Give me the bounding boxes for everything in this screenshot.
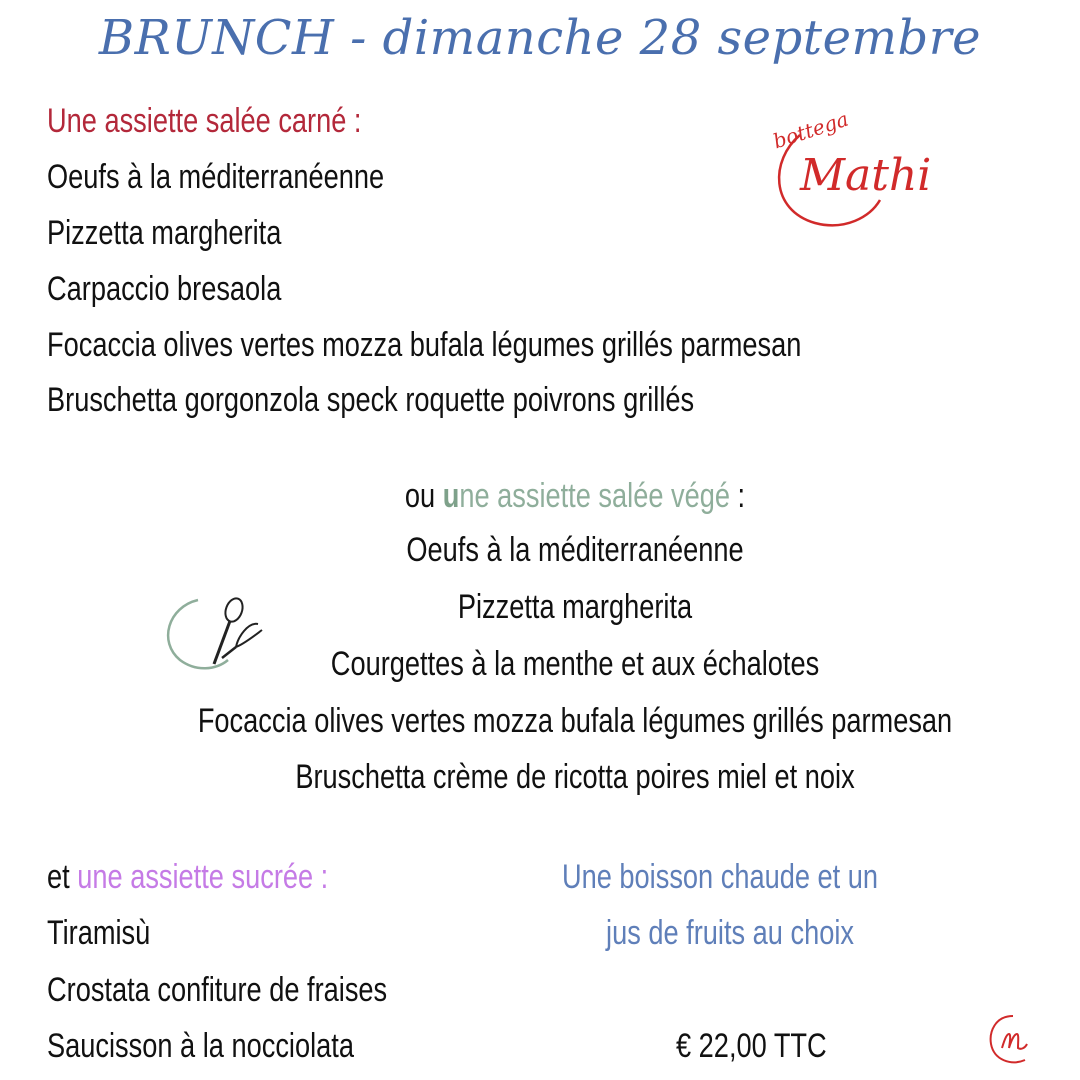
vege-heading-first: u bbox=[442, 477, 460, 515]
sucree-item: Saucisson à la nocciolata bbox=[47, 1027, 354, 1065]
m-monogram-icon bbox=[985, 1012, 1041, 1068]
boisson-line-2: jus de fruits au choix bbox=[606, 914, 854, 952]
whisk-spoon-icon bbox=[158, 592, 273, 672]
logo-word-small: bottega bbox=[770, 106, 852, 154]
vege-item: Focaccia olives vertes mozza bufala légumes grillés parmesan bbox=[197, 702, 953, 740]
carne-heading: Une assiette salée carné : bbox=[47, 102, 362, 140]
sucree-item: Crostata confiture de fraises bbox=[47, 971, 388, 1009]
price: € 22,00 TTC bbox=[676, 1027, 827, 1065]
carne-item: Oeufs à la méditerranéenne bbox=[47, 158, 385, 196]
sucree-prefix: et bbox=[47, 858, 78, 896]
carne-item: Focaccia olives vertes mozza bufala légumes grillés parmesan bbox=[47, 326, 802, 364]
vege-heading bbox=[115, 476, 1035, 516]
carne-item: Bruschetta gorgonzola speck roquette poivrons grillés bbox=[47, 381, 695, 419]
vege-item: Pizzetta margherita bbox=[457, 588, 693, 626]
page-title: BRUNCH - dimanche 28 septembre bbox=[98, 10, 982, 66]
sucree-item: Tiramisù bbox=[47, 914, 151, 952]
logo-word-big: Mathi bbox=[800, 150, 932, 201]
carne-item: Pizzetta margherita bbox=[47, 214, 282, 252]
vege-item: Bruschetta crème de ricotta poires miel et noix bbox=[295, 758, 855, 796]
sucree-heading-text: une assiette sucrée : bbox=[77, 858, 329, 896]
boisson-line-1: Une boisson chaude et un bbox=[561, 858, 879, 896]
vege-heading-colon: : bbox=[729, 477, 746, 515]
vege-item: Courgettes à la menthe et aux échalotes bbox=[330, 645, 820, 683]
vege-heading-rest: ne assiette salée végé bbox=[459, 477, 730, 515]
carne-item: Carpaccio bresaola bbox=[47, 270, 282, 308]
vege-item: Oeufs à la méditerranéenne bbox=[406, 531, 744, 569]
sucree-heading bbox=[47, 857, 328, 897]
vege-prefix: ou bbox=[404, 477, 443, 515]
